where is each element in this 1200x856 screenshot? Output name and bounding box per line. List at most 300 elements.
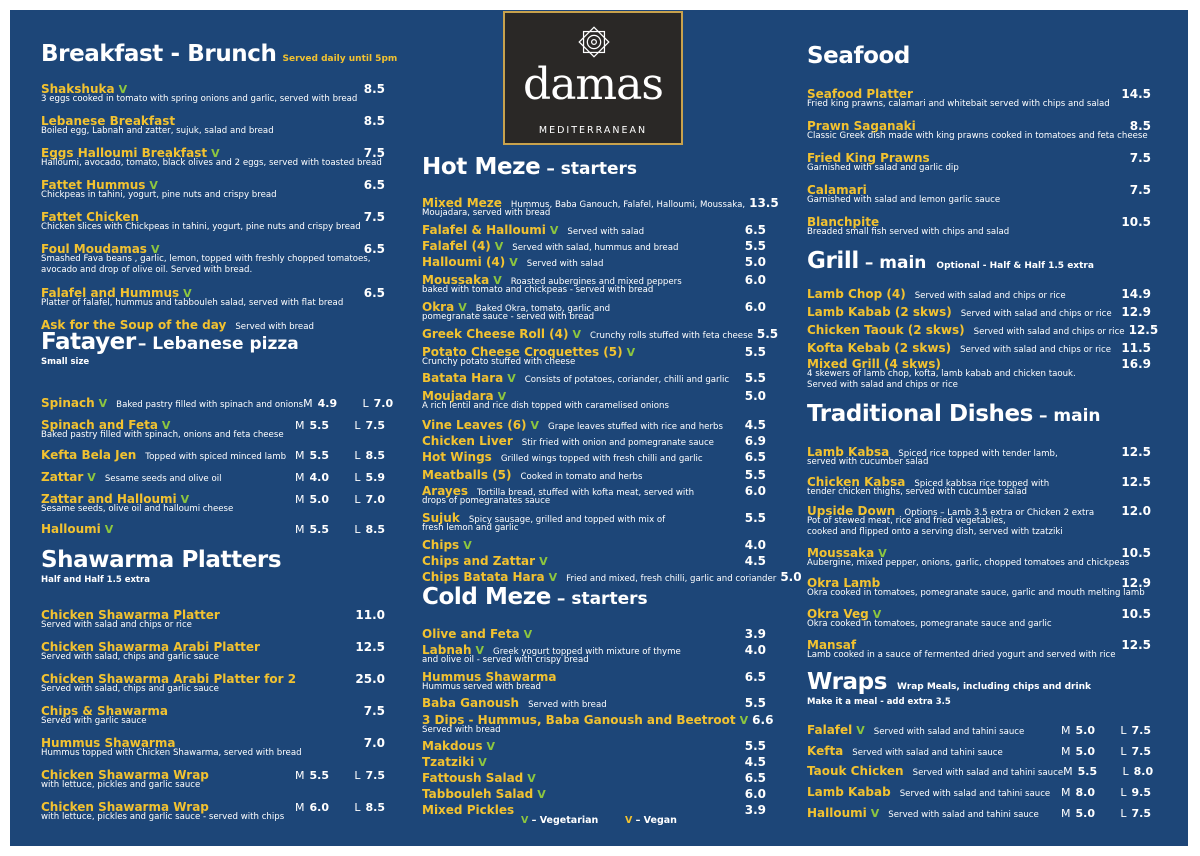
menu-item-inline-desc: Served with bread — [528, 700, 607, 710]
menu-item-price: 6.5 — [363, 286, 385, 300]
vegetarian-mark: V — [486, 740, 496, 753]
menu-item — [422, 450, 766, 465]
menu-item-price: 4.5 — [744, 418, 766, 432]
menu-item — [422, 484, 766, 507]
section-seafood — [807, 43, 1151, 69]
menu-item-desc: Garnished with salad and lemon garlic sauce — [807, 195, 1001, 205]
menu-item-inline-desc: Grape leaves stuffed with rice and herbs — [548, 422, 723, 432]
menu-item-price: 5.5 — [744, 345, 766, 359]
menu-item-inline-desc: Spiced rice topped with tender lamb, — [898, 449, 1058, 459]
medium-label: M — [1061, 786, 1071, 799]
menu-item — [41, 672, 385, 695]
menu-item — [41, 286, 385, 309]
menu-item-price: 12.0 — [1121, 504, 1151, 518]
menu-item-desc: Chicken slices with Chickpeas in tahini, yogurt, pine nuts and crispy bread — [41, 222, 361, 232]
large-price — [1120, 745, 1151, 758]
large-label: L — [1122, 765, 1129, 778]
section-title: Breakfast - Brunch — [41, 41, 277, 67]
vegetarian-mark: V — [87, 471, 96, 484]
medium-price — [1063, 765, 1125, 778]
menu-item — [807, 504, 1151, 537]
section-option-note: Optional - Half & Half 1.5 extra — [936, 261, 1094, 271]
menu-item — [807, 305, 1151, 320]
menu-item-name: Halloumi (4) — [422, 255, 506, 269]
brand-tagline: MEDITERRANEAN — [538, 125, 648, 136]
large-label: L — [1120, 745, 1127, 758]
menu-item — [422, 755, 766, 770]
menu-item-price: 10.5 — [1121, 215, 1151, 229]
section-meal-note: Wrap Meals, including chips and drink — [896, 682, 1091, 692]
section-wraps — [807, 669, 1151, 707]
menu-item — [422, 696, 766, 711]
menu-item-inline-desc: Consists of potatoes, coriander, chilli and garlic — [524, 375, 730, 385]
medium-price — [295, 769, 357, 782]
vegetarian-mark: V — [180, 493, 190, 506]
menu-item — [807, 638, 1151, 661]
menu-item-inline-desc: Crunchy rolls stuffed with feta cheese — [590, 331, 753, 341]
large-label: L — [362, 397, 369, 410]
menu-item-desc: 4 skewers of lamb chop, kofta, lamb kabab and chicken taouk. — [807, 369, 1076, 379]
menu-item-desc: Served with salad and chips or rice — [41, 620, 192, 630]
menu-item — [807, 785, 1151, 800]
vegetarian-mark: V — [478, 756, 487, 769]
medium-price — [1061, 724, 1123, 737]
menu-item-price: 5.5 — [744, 696, 766, 710]
menu-item-row — [422, 696, 766, 711]
medium-label: M — [295, 449, 305, 462]
size-prices — [295, 769, 385, 782]
menu-item-price: 5.0 — [744, 255, 766, 269]
menu-item-price: 6.9 — [744, 434, 766, 448]
menu-item-inline-desc: Served with salad and tahini sauce — [899, 789, 1051, 799]
menu-item-price: 4.0 — [744, 538, 766, 552]
vegetarian-mark: V — [523, 628, 533, 641]
vegetarian-mark: V — [549, 224, 559, 237]
menu-item-inline-desc: Served with salad and chips or rice — [960, 345, 1112, 355]
menu-item-name: Upside Down — [807, 504, 896, 518]
menu-item-price: 16.9 — [1121, 357, 1151, 371]
size-prices — [295, 801, 385, 814]
menu-item-row — [422, 255, 766, 270]
menu-item-name: Chicken Shawarma Arabi Platter for 2 — [41, 672, 297, 686]
menu-item-desc: Sesame seeds, olive oil and halloumi cheese — [41, 504, 234, 514]
menu-item-price: 11.5 — [1121, 341, 1151, 355]
menu-item-desc: Hummus topped with Chicken Shawarma, served with bread — [41, 748, 302, 758]
menu-item-row — [422, 739, 766, 754]
menu-item-price: 6.0 — [744, 273, 766, 287]
menu-item-name: Seafood Platter — [807, 87, 913, 101]
menu-item-inline-desc: Roasted aubergines and mixed peppers — [510, 277, 682, 287]
large-label: L — [354, 449, 361, 462]
menu-item — [41, 522, 385, 537]
menu-item-row — [422, 239, 766, 254]
vegetarian-mark: V — [572, 328, 582, 341]
large-label: L — [354, 493, 361, 506]
menu-item-inline-desc: Spicy sausage, grilled and topped with mix of — [468, 515, 666, 525]
menu-item-name: Mansaf — [807, 638, 857, 652]
menu-item — [41, 82, 385, 105]
menu-item-row — [422, 771, 766, 786]
damas-logo — [503, 11, 683, 145]
menu-item-name: Falafel and Hummus — [41, 286, 180, 300]
menu-item-inline-desc: Served with salad and chips or rice — [973, 327, 1125, 337]
vegetarian-mark: V — [211, 147, 220, 160]
medium-label: M — [295, 471, 305, 484]
large-value: 7.0 — [365, 493, 385, 506]
menu-item — [422, 255, 766, 270]
menu-item-name: Greek Cheese Roll (4) — [422, 327, 569, 341]
menu-item-row — [807, 287, 1151, 302]
menu-item — [807, 764, 1154, 779]
menu-item — [422, 300, 766, 323]
menu-item-name: Calamari — [807, 183, 867, 197]
menu-item-desc: Chickpeas in tahini, yogurt, pine nuts and crispy bread — [41, 190, 277, 200]
menu-item — [41, 608, 385, 631]
menu-item-desc: Okra cooked in tomatoes, pomegranate sauce and garlic — [807, 619, 1052, 629]
vegetarian-mark: V — [463, 539, 472, 552]
menu-item — [41, 146, 385, 169]
medium-value: 5.5 — [309, 523, 329, 536]
large-label: L — [354, 769, 361, 782]
menu-item — [422, 554, 766, 569]
menu-item — [422, 468, 766, 483]
menu-item-name: Olive and Feta — [422, 627, 520, 641]
large-price — [1120, 724, 1151, 737]
menu-item-price: 8.5 — [363, 82, 385, 96]
vegetarian-mark: V — [118, 83, 128, 96]
section-breakfast — [41, 41, 398, 67]
menu-item-price: 4.0 — [744, 643, 766, 657]
menu-item-name: Chips and Zattar — [422, 554, 536, 568]
menu-item-name: Moujadara — [422, 389, 494, 403]
menu-item-price: 6.5 — [744, 771, 766, 785]
menu-item — [807, 287, 1151, 302]
menu-item-name: Fattoush Salad — [422, 771, 524, 785]
large-label: L — [1120, 807, 1127, 820]
vegetarian-mark: V — [870, 807, 880, 820]
menu-item — [422, 511, 766, 534]
menu-item-price: 6.0 — [744, 300, 766, 314]
menu-item — [422, 196, 779, 219]
menu-item-desc: Hummus served with bread — [422, 682, 541, 692]
medium-label: M — [303, 397, 313, 410]
menu-item-row — [422, 627, 766, 642]
menu-item — [422, 223, 766, 238]
menu-item — [41, 704, 385, 727]
medium-price — [303, 397, 365, 410]
size-prices — [1061, 745, 1151, 758]
large-price — [354, 471, 385, 484]
menu-item-name: Kefta — [807, 744, 844, 758]
menu-item-row — [41, 318, 385, 333]
menu-item-row — [807, 764, 1154, 779]
menu-item-row — [807, 806, 1151, 821]
menu-item-price: 12.9 — [1121, 576, 1151, 590]
menu-item-price: 7.0 — [363, 736, 385, 750]
vegetarian-mark: V — [539, 555, 548, 568]
menu-item-desc: Smashed Fava beans , garlic, lemon, topped with freshly chopped tomatoes, — [41, 254, 371, 264]
section-subtitle: – starters — [556, 589, 648, 609]
size-prices — [295, 419, 385, 432]
menu-item-name: Prawn Saganaki — [807, 119, 916, 133]
medium-label: M — [295, 419, 305, 432]
menu-item-price: 10.5 — [1121, 607, 1151, 621]
menu-item-name: Taouk Chicken — [807, 764, 904, 778]
menu-item — [807, 806, 1151, 821]
menu-item-name: Chicken Shawarma Platter — [41, 608, 220, 622]
menu-item-price: 5.5 — [744, 468, 766, 482]
vegetarian-mark: V — [548, 571, 558, 584]
vegetarian-mark: V — [183, 287, 192, 300]
menu-item — [41, 800, 385, 823]
medium-label: M — [1063, 765, 1073, 778]
vegetarian-label: – Vegetarian — [531, 815, 599, 826]
menu-item — [41, 396, 394, 411]
menu-item-desc: A rich lentil and rice dish topped with caramelised onions — [422, 401, 669, 411]
medium-label: M — [295, 493, 305, 506]
medium-price — [1061, 807, 1123, 820]
menu-item-price: 6.5 — [363, 242, 385, 256]
menu-item — [41, 418, 385, 441]
menu-item-name: Kefta Bela Jen — [41, 448, 137, 462]
large-value: 8.5 — [365, 801, 385, 814]
menu-item-row — [807, 723, 1151, 738]
section-title: Traditional Dishes — [807, 401, 1033, 427]
menu-item — [41, 242, 385, 275]
menu-item — [807, 445, 1151, 468]
vegetarian-mark: V — [626, 346, 636, 359]
menu-item-inline-desc: Baked pastry filled with spinach and onions — [116, 400, 304, 410]
menu-item-desc: Moujadara, served with bread — [422, 208, 551, 218]
medium-value: 4.0 — [309, 471, 329, 484]
menu-item-desc: Served with salad, chips and garlic sauce — [41, 684, 219, 694]
size-prices — [1061, 786, 1151, 799]
large-price — [354, 801, 385, 814]
menu-item-desc: Platter of falafel, hummus and tabbouleh salad, served with flat bread — [41, 298, 344, 308]
menu-item-name: Zattar and Halloumi — [41, 492, 177, 506]
menu-item-name: Chips & Shawarma — [41, 704, 169, 718]
menu-item-price: 12.5 — [1121, 445, 1151, 459]
menu-item-price: 6.5 — [744, 223, 766, 237]
large-value: 7.0 — [373, 397, 394, 410]
menu-item-inline-desc: Served with salad and tahini sauce — [873, 727, 1025, 737]
menu-item-row — [422, 538, 766, 553]
menu-item — [422, 327, 779, 342]
large-price — [1120, 807, 1151, 820]
menu-item — [41, 640, 385, 663]
menu-item-name: Chips Batata Hara — [422, 570, 545, 584]
menu-item — [807, 546, 1151, 569]
diet-legend — [521, 815, 677, 826]
vegetarian-mark: V — [509, 256, 518, 269]
menu-item-name: Mixed Meze — [422, 196, 502, 210]
menu-item-price: 3.9 — [744, 627, 766, 641]
menu-item-desc: Served with garlic sauce — [41, 716, 147, 726]
medium-label: M — [295, 523, 305, 536]
menu-item-desc: drops of pomegranates sauce — [422, 496, 551, 506]
menu-item-name: Batata Hara — [422, 371, 504, 385]
menu-item-inline-desc: Topped with spiced minced lamb — [145, 452, 287, 462]
menu-item-name: Shakshuka — [41, 82, 115, 96]
medium-value: 5.5 — [309, 769, 329, 782]
menu-item-price: 14.9 — [1121, 287, 1151, 301]
menu-item-inline-desc: Served with bread — [235, 322, 314, 332]
menu-item-row — [41, 396, 394, 411]
menu-item-name: Tabbouleh Salad — [422, 787, 534, 801]
menu-item — [422, 371, 766, 386]
vegetarian-mark: V — [739, 714, 749, 727]
menu-item-price: 7.5 — [1129, 183, 1151, 197]
vegetarian-mark: V — [872, 608, 882, 621]
menu-item-name: Okra Lamb — [807, 576, 881, 590]
menu-item-desc: with lettuce, pickles and garlic sauce — [41, 780, 201, 790]
section-hot-meze — [422, 154, 766, 180]
menu-item-price: 25.0 — [355, 672, 385, 686]
section-title: Cold Meze — [422, 584, 551, 610]
medium-value: 5.0 — [1075, 807, 1095, 820]
menu-item-price: 6.6 — [752, 713, 774, 727]
menu-item-price: 13.5 — [749, 196, 779, 210]
vegetarian-mark: V — [494, 240, 504, 253]
vegetarian-mark: V — [530, 419, 540, 432]
menu-item — [41, 492, 385, 515]
menu-item-name: Hummus Shawarma — [422, 670, 557, 684]
large-label: L — [354, 523, 361, 536]
menu-item-name: Meatballs (5) — [422, 468, 512, 482]
menu-item — [807, 723, 1151, 738]
menu-item — [807, 341, 1151, 356]
menu-item-desc: Aubergine, mixed pepper, onions, garlic, chopped tomatoes and chickpeas — [807, 558, 1130, 568]
menu-item-name: Chicken Shawarma Arabi Platter — [41, 640, 260, 654]
menu-item-price: 12.5 — [1121, 475, 1151, 489]
menu-item — [422, 771, 766, 786]
mandala-icon — [575, 23, 613, 61]
medium-value: 5.5 — [309, 449, 329, 462]
menu-item-name: Okra Veg — [807, 607, 869, 621]
menu-item-name: Spinach — [41, 396, 95, 410]
large-price — [1122, 765, 1154, 778]
menu-item-row — [807, 341, 1151, 356]
menu-item-name: Potato Cheese Croquettes (5) — [422, 345, 623, 359]
menu-item-inline-desc: Fried and mixed, fresh chilli, garlic and coriander — [566, 574, 777, 584]
menu-item — [807, 607, 1151, 630]
menu-item-price: 6.5 — [744, 670, 766, 684]
menu-item-name: Tzatziki — [422, 755, 475, 769]
menu-item-inline-desc: Baked Okra, tomato, garlic and — [475, 304, 611, 314]
menu-item-inline-desc: Hummus, Baba Ganouch, Falafel, Halloumi, Moussaka, — [510, 200, 746, 210]
menu-item-name: Makdous — [422, 739, 483, 753]
size-prices — [295, 493, 385, 506]
menu-item-name: Vine Leaves (6) — [422, 418, 527, 432]
vegetarian-mark: V — [537, 788, 546, 801]
menu-item — [41, 736, 385, 759]
menu-item-row — [422, 371, 766, 386]
menu-item-name: Sujuk — [422, 511, 460, 525]
section-subtitle: – Lebanese pizza — [137, 334, 299, 354]
medium-value: 5.0 — [309, 493, 329, 506]
menu-item — [422, 713, 774, 736]
large-price — [354, 419, 385, 432]
menu-item-desc: tender chicken thighs, served with cucumber salad — [807, 487, 1027, 497]
menu-item-desc: and olive oil - served with crispy bread — [422, 655, 589, 665]
large-value: 7.5 — [365, 419, 385, 432]
section-note: Served daily until 5pm — [282, 54, 398, 64]
section-subtitle: – main — [864, 253, 927, 273]
menu-item-name: Chicken Kabsa — [807, 475, 906, 489]
vegetarian-mark: V — [856, 724, 865, 737]
menu-item-price: 8.5 — [1129, 119, 1151, 133]
menu-item-name: Chicken Taouk (2 skws) — [807, 323, 965, 337]
section-title: Hot Meze — [422, 154, 541, 180]
menu-item-row — [422, 434, 766, 449]
large-value: 7.5 — [365, 769, 385, 782]
menu-item-row — [422, 468, 766, 483]
menu-item-row — [422, 327, 779, 342]
large-value: 7.5 — [1131, 724, 1151, 737]
menu-item — [41, 210, 385, 233]
menu-item — [422, 418, 766, 433]
menu-item-desc: Classic Greek dish made with king prawns cooked in tomatoes and feta cheese — [807, 131, 1148, 141]
menu-item-inline-desc: Spiced kabbsa rice topped with — [914, 479, 1050, 489]
vegetarian-mark: V — [149, 179, 158, 192]
menu-item-desc: Crunchy potato stuffed with cheese — [422, 357, 576, 367]
menu-item — [422, 389, 766, 412]
menu-item-row — [41, 448, 385, 463]
menu-item-name: Chicken Liver — [422, 434, 513, 448]
menu-item — [807, 87, 1151, 110]
vegetarian-mark: V — [475, 644, 485, 657]
large-value: 5.9 — [365, 471, 385, 484]
menu-item-desc: Baked pastry filled with spinach, onions and feta cheese — [41, 430, 284, 440]
menu-item-name: 3 Dips - Hummus, Baba Ganoush and Beetroot — [422, 713, 736, 727]
medium-value: 5.0 — [1075, 724, 1095, 737]
section-title: Grill — [807, 248, 859, 274]
large-price — [354, 523, 385, 536]
menu-item-desc: cooked and flipped onto a serving dish, served with tzatziki — [807, 526, 1063, 537]
menu-item-price: 4.5 — [744, 755, 766, 769]
medium-value: 5.5 — [309, 419, 329, 432]
medium-price — [295, 471, 357, 484]
menu-item-price: 14.5 — [1121, 87, 1151, 101]
menu-item-desc: with lettuce, pickles and garlic sauce - served with chips — [41, 812, 285, 822]
section-fatayer — [41, 329, 385, 367]
large-label: L — [1120, 786, 1127, 799]
menu-item — [41, 448, 385, 463]
menu-item-price: 7.5 — [363, 210, 385, 224]
medium-price — [295, 523, 357, 536]
menu-item-name: Fattet Hummus — [41, 178, 146, 192]
menu-item-row — [422, 755, 766, 770]
vegetarian-mark: V — [507, 372, 516, 385]
menu-item-name: Lebanese Breakfast — [41, 114, 176, 128]
medium-value: 5.0 — [1075, 745, 1095, 758]
menu-item-desc: Fried king prawns, calamari and whitebait served with chips and salad — [807, 99, 1110, 109]
vegetarian-mark: V — [521, 815, 529, 826]
menu-item-name: Lamb Kabab — [807, 785, 891, 799]
menu-item — [422, 570, 802, 585]
large-price — [354, 493, 385, 506]
menu-item-inline-desc: Served with salad and tahini sauce — [888, 810, 1039, 820]
size-prices — [1063, 765, 1153, 778]
menu-item — [422, 434, 766, 449]
menu-item-name: Arayes — [422, 484, 469, 498]
menu-item-name: Foul Moudamas — [41, 242, 147, 256]
section-traditional — [807, 401, 1151, 427]
large-price — [354, 449, 385, 462]
menu-item-row — [807, 744, 1151, 759]
medium-value: 8.0 — [1075, 786, 1095, 799]
vegetarian-mark: V — [527, 772, 536, 785]
